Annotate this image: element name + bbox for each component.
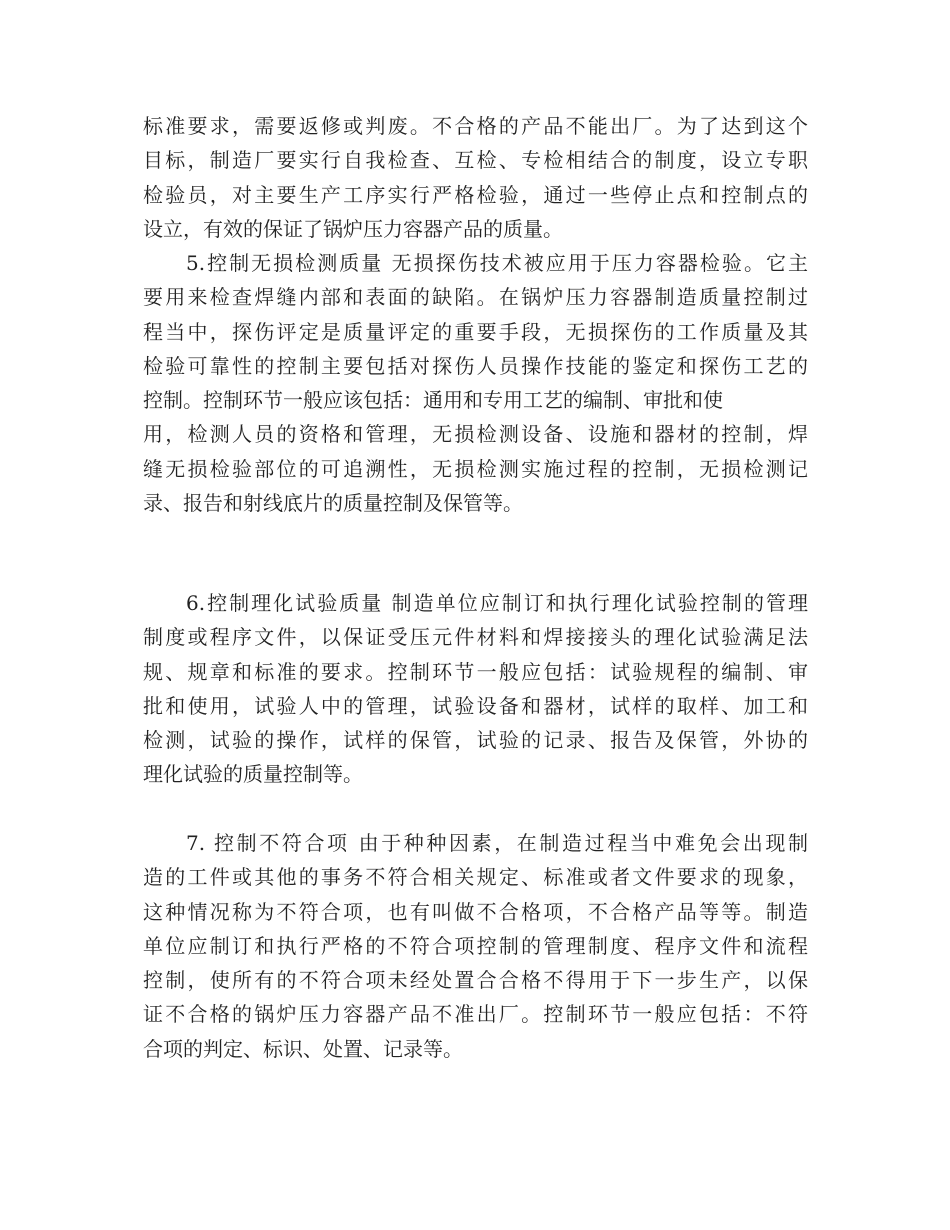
text-line: 7. 控制不符合项 由于种种因素，在制造过程当中难免会出现制 <box>186 831 808 855</box>
text-line: 检验可靠性的控制主要包括对探伤人员操作技能的鉴定和探伤工艺的 <box>143 353 808 378</box>
text-line: 单位应制订和执行严格的不符合项控制的管理制度、程序文件和流程 <box>143 933 808 958</box>
text-line: 造的工件或其他的事务不符合相关规定、标准或者文件要求的现象， <box>143 865 808 890</box>
text-line: 控制。控制环节一般应该包括：通用和专用工艺的编制、审批和使 <box>143 388 723 413</box>
text-line: 理化试验的质量控制等。 <box>143 762 363 787</box>
text-line: 程当中，探伤评定是质量评定的重要手段，无损探伤的工作质量及其 <box>143 319 808 344</box>
text-line: 控制，使所有的不符合项未经处置合合格不得用于下一步生产，以保 <box>143 968 808 993</box>
paragraph-item-5 <box>143 246 808 520</box>
text-line: 检验员，对主要生产工序实行严格检验，通过一些停止点和控制点的 <box>143 182 808 207</box>
text-line: 制度或程序文件，以保证受压元件材料和焊接接头的理化试验满足法 <box>143 625 808 650</box>
text-line: 缝无损检验部位的可追溯性，无损检测实施过程的控制，无损检测记 <box>143 456 808 481</box>
text-line: 6.控制理化试验质量 制造单位应制订和执行理化试验控制的管理 <box>186 591 808 615</box>
text-line: 这种情况称为不符合项，也有叫做不合格项，不合格产品等等。制造 <box>143 899 808 924</box>
text-line: 证不合格的锅炉压力容器产品不准出厂。控制环节一般应包括：不符 <box>143 1002 808 1027</box>
text-line: 标准要求，需要返修或判废。不合格的产品不能出厂。为了达到这个 <box>143 114 808 138</box>
paragraph-item-7 <box>143 826 808 1066</box>
text-line: 合项的判定、标识、处置、记录等。 <box>143 1036 463 1061</box>
text-line: 检测，试验的操作，试样的保管，试验的记录、报告及保管，外协的 <box>143 728 808 753</box>
text-line: 录、报告和射线底片的质量控制及保管等。 <box>143 491 523 516</box>
text-line: 用，检测人员的资格和管理，无损检测设备、设施和器材的控制，焊 <box>143 422 808 447</box>
text-line: 设立，有效的保证了锅炉压力容器产品的质量。 <box>143 216 563 241</box>
paragraph-item-6 <box>143 586 808 792</box>
text-line: 5.控制无损检测质量 无损探伤技术被应用于压力容器检验。它主 <box>186 251 808 275</box>
text-line: 目标，制造厂要实行自我检查、互检、专检相结合的制度，设立专职 <box>143 148 808 173</box>
paragraph-intro-continued <box>143 109 808 246</box>
text-line: 批和使用，试验人中的管理，试验设备和器材，试样的取样、加工和 <box>143 693 808 718</box>
text-line: 规、规章和标准的要求。控制环节一般应包括：试验规程的编制、审 <box>143 659 808 684</box>
text-line: 要用来检查焊缝内部和表面的缺陷。在锅炉压力容器制造质量控制过 <box>143 285 808 310</box>
